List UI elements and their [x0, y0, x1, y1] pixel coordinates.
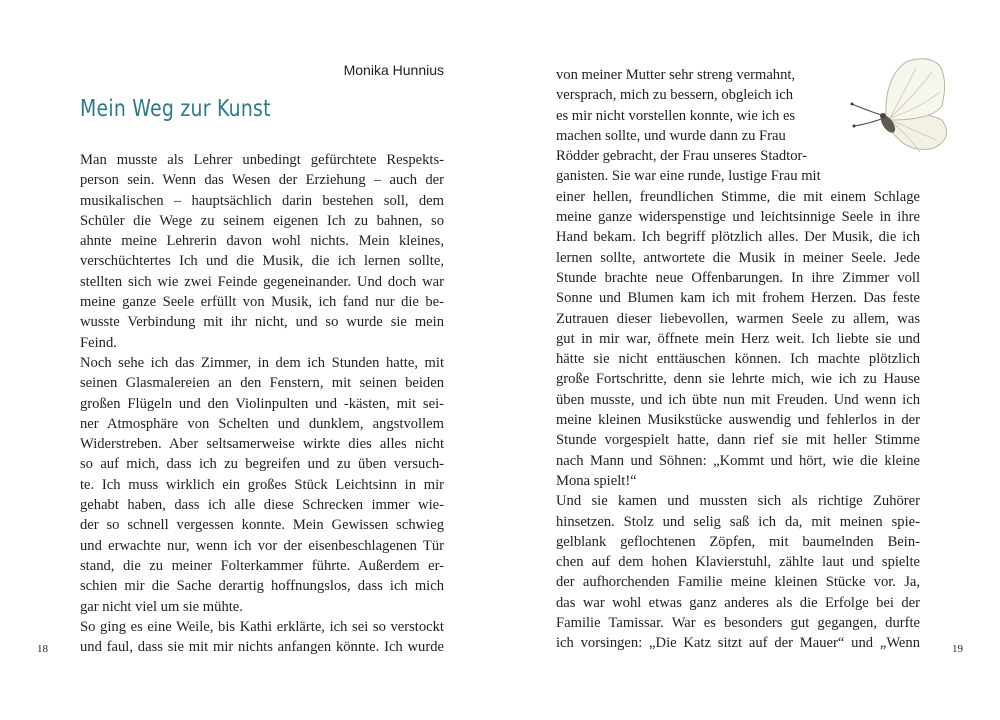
text-line: gehabt haben, dass ich alle diese Schrecken immer wie- — [80, 497, 444, 514]
right-page — [500, 0, 1000, 720]
butterfly-illustration — [844, 56, 956, 168]
text-line: chen auf dem hohen Klavierstuhl, zählte laut und spielte — [556, 554, 920, 571]
text-line: und erwachte nur, wenn ich vor der eisenbeschlagenen Tür — [80, 537, 444, 554]
text-line: ich vorsingen: „Die Katz sitzt auf der Mauer“ und „Wenn — [556, 635, 920, 652]
text-line: Und sie kamen und mussten sich als richtige Zuhörer — [556, 493, 920, 510]
page-number-left: 18 — [37, 643, 48, 655]
running-header-author: Monika Hunnius — [343, 62, 444, 78]
text-line: ganisten. Sie war eine runde, lustige Frau mit — [556, 168, 821, 185]
text-line: Feind. — [80, 334, 117, 351]
text-line: seinen Glasmalereien an den Fenstern, mit seinen beiden — [80, 375, 444, 392]
text-line: meine ganze Seele erfüllt von Musik, ich fand nur die be- — [80, 294, 444, 311]
text-line: und faul, dass sie mit mir nichts anfangen könnte. Ich wurde — [80, 639, 444, 656]
text-line: gelblank geflochtenen Zöpfen, mit baumelnden Bein- — [556, 533, 920, 550]
text-line: der aufhorchenden Familie meine kleinen Stücke vor. Ja, — [556, 574, 920, 591]
text-line: Widerstreben. Aber seltsamerweise wirkte dies alles nicht — [80, 436, 444, 453]
left-page-body — [80, 150, 444, 657]
text-line: der so schnell vergessen konnte. Mein Gewissen schwieg — [80, 517, 444, 534]
text-line: verschüchtertes Ich und die Musik, die ich lernen sollte, — [80, 253, 444, 270]
text-line: meine kleinen Musikstücke auswendig und fehlerlos in der — [556, 412, 920, 429]
text-line: gar nicht viel um sie mühte. — [80, 598, 243, 615]
text-line: machen sollte, und wurde dann zu Frau — [556, 127, 786, 144]
text-line: einer hellen, freundlichen Stimme, die mit einem Schlage — [556, 188, 920, 205]
text-line: person sein. Wenn das Wesen der Erziehung – auch der — [80, 172, 444, 189]
text-line: Familie Tamissar. War es besonders gut gegangen, durfte — [556, 615, 920, 632]
text-line: hätte sie nicht enttäuschen können. Ich machte plötzlich — [556, 351, 920, 368]
chapter-title: Mein Weg zur Kunst — [80, 96, 271, 122]
text-line: ner Atmosphäre von Schelten und dunklem, angstvollem — [80, 415, 444, 432]
text-line: großen Flügeln und den Violinpulten und -kästen, mit sei- — [80, 395, 444, 412]
text-line: Sonne und Blumen kam ich mit frohem Herzen. Das feste — [556, 290, 920, 307]
text-line: Zutrauen dieser liebevollen, warmen Seele zu allem, was — [556, 310, 920, 327]
text-line: lernen sollte, antwortete die Musik in meiner Seele. Jede — [556, 249, 920, 266]
text-line: Hand bekam. Ich begriff plötzlich alles. Der Musik, die ich — [556, 229, 920, 246]
text-line: wusste Verbindung mit ihr nicht, und so wurde sie mein — [80, 314, 444, 331]
text-line: Rödder gebracht, der Frau unseres Stadtor- — [556, 148, 807, 165]
text-line: das war wohl etwas ganz anderes als die Erfolge bei der — [556, 594, 920, 611]
page-number-right: 19 — [952, 643, 963, 655]
text-line: Mona spielt!“ — [556, 472, 637, 489]
text-line: musikalischen – hauptsächlich darin bestehen soll, dem — [80, 192, 444, 209]
text-line: üben musste, und ich übte nun mit Freuden. Und wenn ich — [556, 391, 920, 408]
text-line: nach Mann und Söhnen: „Kommt und hört, wie die kleine — [556, 452, 920, 469]
text-line: stellten sich wie zwei Feinde gegeneinander. Und doch war — [80, 273, 444, 290]
text-line: Schüler die Wege zu seinem eigenen Ich zu bahnen, so — [80, 212, 444, 229]
text-line: ahnte meine Lehrerin davon wohl nichts. Mein kleines, — [80, 233, 444, 250]
text-line: te. Ich muss wirklich ein großes Stück Leichtsinn in mir — [80, 476, 444, 493]
text-line: hinsetzen. Stolz und selig saß ich da, mit meinen spie- — [556, 513, 920, 530]
text-line: versprach, mich zu bessern, obgleich ich — [556, 87, 794, 104]
text-line: es mir nicht vorstellen konnte, wie ich es — [556, 107, 796, 124]
text-line: gut in mir war, öffnete mein Herz weit. Ich liebte sie und — [556, 330, 920, 347]
text-line: stand, die zu meiner Folterkammer führte. Außerdem er- — [80, 557, 444, 574]
text-line: von meiner Mutter sehr streng vermahnt, — [556, 67, 796, 83]
text-line: so auf mich, dass ich zu begreifen und zu üben versuch- — [80, 456, 444, 473]
text-line: Stunde vorgespielt hatte, dann rief sie mit heller Stimme — [556, 432, 920, 449]
text-line: schien mir die Sache derartig hoffnungslos, dass ich mich — [80, 578, 444, 595]
text-line: große Fortschritte, denn sie lehrte mich, wie ich zu Hause — [556, 371, 920, 388]
text-line: meine ganze widerspenstige und leichtsinnige Seele in ihre — [556, 209, 920, 226]
text-line: So ging es eine Weile, bis Kathi erklärte, ich sei so verstockt — [80, 618, 444, 635]
text-line: Man musste als Lehrer unbedingt gefürchtete Respekts- — [80, 152, 444, 168]
text-line: Noch sehe ich das Zimmer, in dem ich Stunden hatte, mit — [80, 354, 444, 371]
text-line: Stunde brachte neue Offenbarungen. In ihre Zimmer voll — [556, 269, 920, 286]
